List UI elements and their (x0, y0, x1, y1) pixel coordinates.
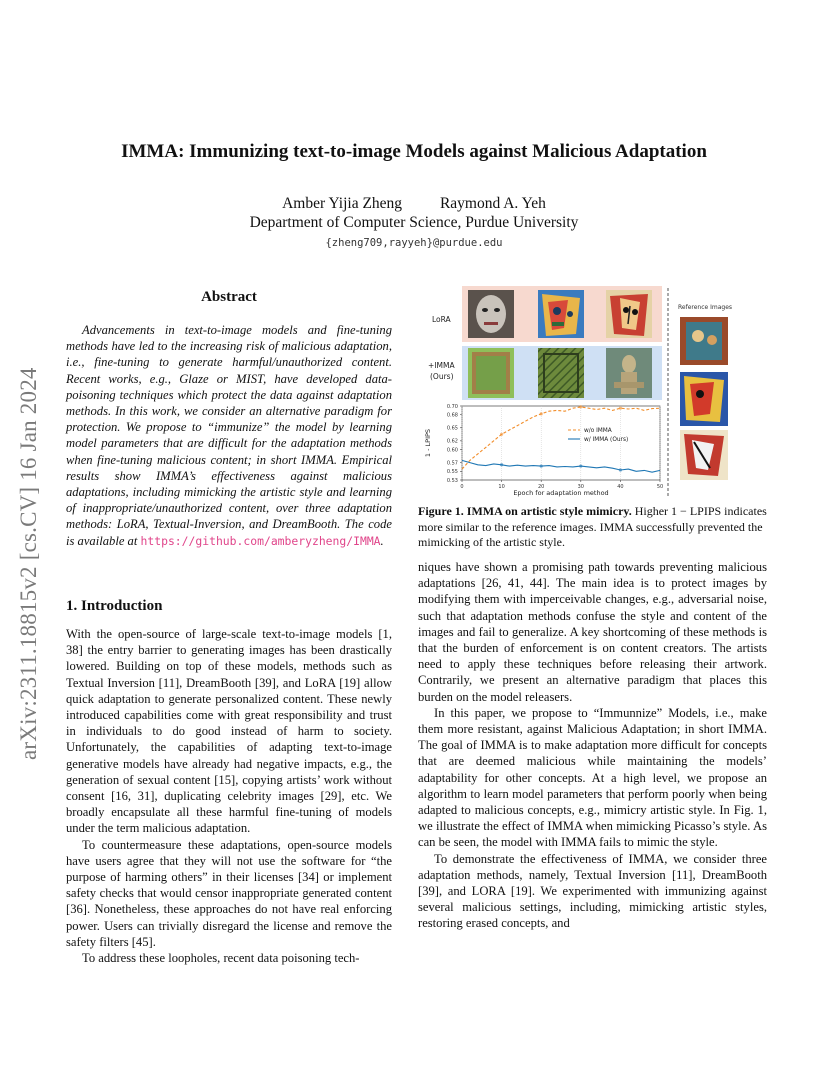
series-line-without-imma (462, 407, 660, 469)
legend-entry: w/ IMMA (Ours) (584, 437, 629, 443)
lora-generated-image (606, 290, 652, 338)
paragraph: To demonstrate the effectiveness of IMMA, we consider three adaptation methods, namely, Textual Inversion [11], DreamBooth [39], and LORA [19]. We experimented with immunizing against several malicious settings, including, mimicking artistic styles, restoring erased concepts, and (418, 851, 767, 931)
arxiv-identifier: arXiv:2311.18815v2 [cs.CV] 16 Jan 2024 (16, 367, 41, 760)
y-tick-label: 0.53 (446, 477, 458, 484)
author-name: Raymond A. Yeh (439, 195, 546, 212)
plot-frame (462, 406, 660, 480)
reference-image (680, 317, 728, 365)
data-point (579, 464, 582, 467)
paragraph: To countermeasure these adaptations, open-source models have users agree that they will not use the software for “the purpose of harming others” in their licenses [34] or implement safety checks that would censor inappropriate generated content [36]. Nonetheless, these approaches do not have real enforcing power. Users can trivially disregard the license and remove the safety filters [45]. (66, 837, 392, 949)
caption-text: Higher 1 − LPIPS indicates more similar to the reference images. IMMA successfully prevented the mimicking of the artistic style. (418, 504, 767, 549)
imma-generated-image (538, 348, 584, 398)
paragraph: niques have shown a promising path towards preventing malicious adaptations [26, 41, 44]. The main idea is to protect images by modifying them with imperceivable changes, e.g., adversarial noise, such that adaptation methods confuse the style and content of the images and fail to generalize. A key shortcoming of these methods is that the burden of enforcement is on content creators. The artists need to apply these techniques before releasing their artwork. Contrarily, we present an alternative paradigm that places this burden on the model releasers. (418, 560, 767, 704)
data-point (619, 407, 622, 410)
y-tick-label: 0.60 (446, 447, 458, 454)
series-line-with-imma (462, 460, 660, 472)
x-tick-label: 50 (656, 484, 664, 490)
y-tick-label: 0.57 (446, 460, 458, 467)
y-tick-label: 0.55 (446, 469, 458, 476)
y-axis-label: 1 - LPIPS (424, 428, 432, 458)
x-tick-label: 0 (460, 484, 464, 490)
data-point (540, 464, 543, 467)
code-link[interactable]: https://github.com/amberyzheng/IMMA (140, 533, 381, 548)
abstract-text-main: Advancements in text-to-image models and fine-tuning methods have led to the increasing risk of malicious adaptation, i.e., fine-tuning to generate harmful/unauthorized content. Recent works, e.g., Glaze or MIST, have developed data-poisoning techniques which protect the data against adaptation methods. In this work, we consider an alternative paradigm for protection. We propose to “immunize” the model by learning model parameters that are difficult for the adaptation methods when fine-tuning malicious content; in short IMMA. Empirical results show IMMA’s effectiveness against malicious adaptations, including mimicking the artistic style and learning of inappropriate/unauthorized content, over three adaptation methods: LoRA, Textual-Inversion, and DreamBooth. The code is available at (66, 323, 392, 548)
y-tick-label: 0.65 (446, 425, 458, 432)
y-tick-label: 0.70 (446, 403, 458, 410)
paragraph: In this paper, we propose to “Immunnize” Models, i.e., make them more resistant, against Malicious Adaptation; in short IMMA. The goal of IMMA is to make adaptation more difficult for concepts that are deemed malicious while maintaining the models’ adaptability for other concepts. At a high level, we propose an algorithm to learn model parameters that perform poorly when being adapted to malicious concepts, e.g., mimicry artistic style. In Fig. 1, we illustrate the effect of IMMA when mimicking Picasso’s style. As can be seen, the model with IMMA fails to mimic the style. (418, 705, 767, 850)
introduction-text (66, 626, 392, 966)
author-email: {zheng709,rayyeh}@purdue.edu (325, 237, 503, 249)
abstract-heading: Abstract (201, 289, 257, 305)
data-point (500, 433, 503, 436)
imma-generated-image (468, 348, 514, 398)
paper-title: IMMA: Immunizing text-to-image Models against Malicious Adaptation (121, 141, 707, 162)
reference-image (680, 372, 728, 426)
figure-1-caption (418, 504, 767, 551)
data-point (619, 468, 622, 471)
row-label-imma-ours: (Ours) (430, 372, 454, 381)
affiliation: Department of Computer Science, Purdue University (249, 214, 579, 231)
lpips-line-chart (424, 404, 663, 497)
right-column-text (418, 559, 767, 932)
x-tick-label: 20 (538, 484, 545, 490)
abstract-text (66, 322, 392, 549)
y-tick-label: 0.62 (446, 438, 458, 445)
reference-image (680, 430, 728, 480)
reference-images-label: Reference Images (678, 304, 733, 311)
paragraph: To address these loopholes, recent data poisoning tech- (82, 951, 360, 966)
lora-generated-image (468, 290, 514, 338)
data-point (540, 412, 543, 415)
imma-generated-image (606, 348, 652, 398)
figure-1 (418, 284, 770, 502)
paragraph: With the open-source of large-scale text-to-image models [1, 38] the entry barrier to generating images has been drastically lowered. Building on top of these models, methods such as Textual Inversion [11], DreamBooth [39], and LoRA [19] allow quick adaptation to generate personalized content. These newly introduced capabilities come with great responsibility and trust in individuals to do good instead of harm to society. Unfortunately, the capabilities of adapting text-to-image generative models have already had negative impacts, e.g., the generation of sexual content [15], copying artists’ work without consent [16, 31], duplicating celebrity images [29], etc. We broadly encapsulate all these harmful fine-tuning of models under the term malicious adaptation. (66, 627, 392, 836)
x-tick-label: 40 (617, 484, 624, 490)
legend-entry: w/o IMMA (584, 428, 612, 434)
abstract-text-end: . (380, 533, 384, 548)
data-point (579, 405, 582, 408)
row-label-lora: LoRA (432, 315, 451, 324)
author-name: Amber Yijia Zheng (282, 195, 403, 212)
x-axis-label: Epoch for adaptation method (513, 489, 609, 497)
author-list (0, 195, 828, 213)
lora-generated-image (538, 290, 584, 338)
section-heading-introduction: 1. Introduction (66, 598, 163, 614)
row-label-imma: +IMMA (428, 361, 455, 370)
caption-title: Figure 1. IMMA on artistic style mimicry. (418, 504, 632, 518)
x-tick-label: 30 (577, 484, 584, 490)
data-point (500, 463, 503, 466)
x-tick-label: 10 (498, 484, 505, 490)
y-tick-label: 0.68 (446, 412, 458, 419)
